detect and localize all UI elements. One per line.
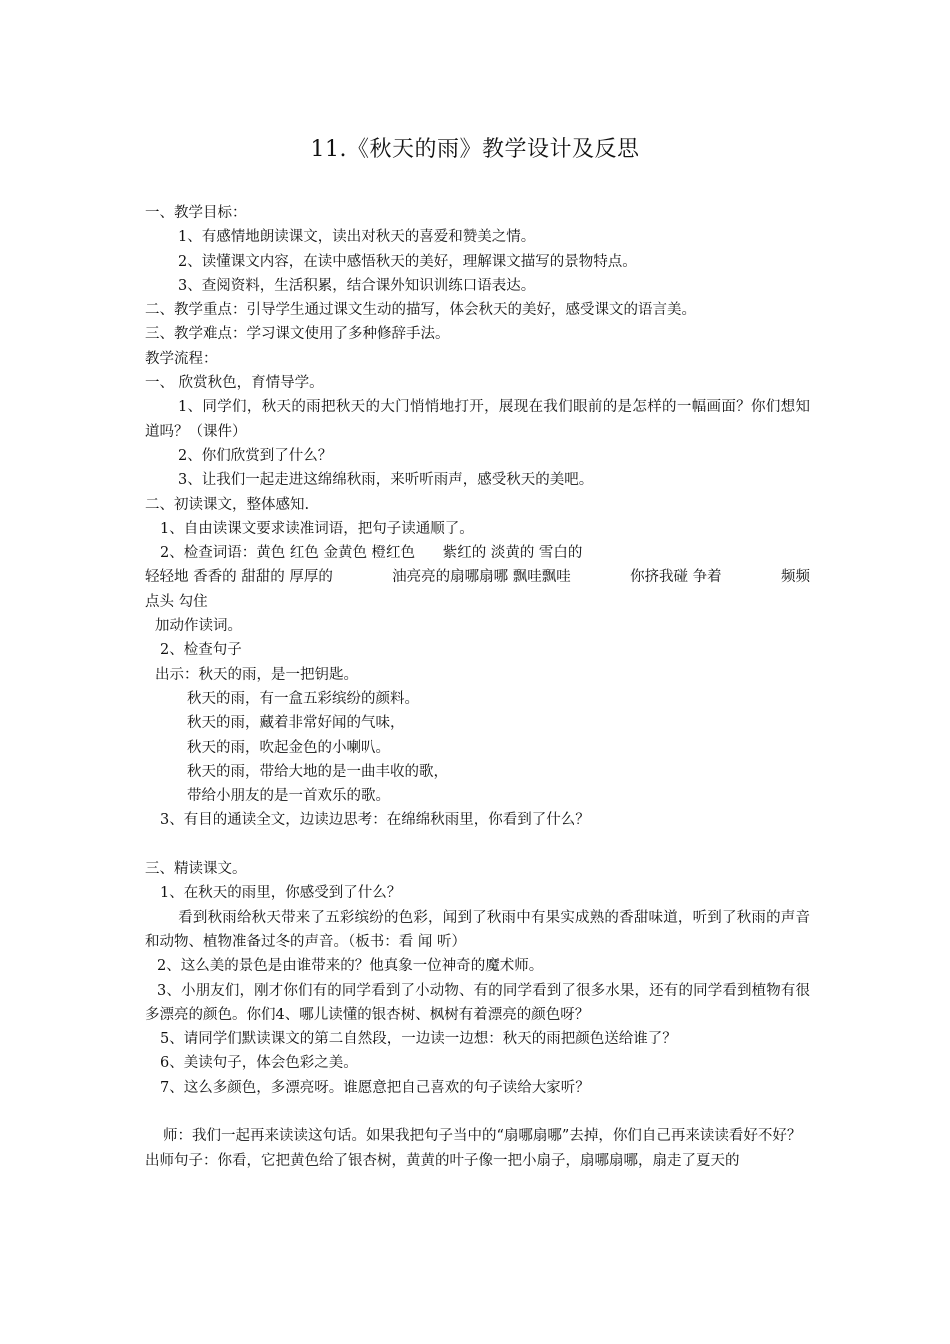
paragraph-text: 看到秋雨给秋天带来了五彩缤纷的色彩，闻到了秋雨中有果实成熟的香甜味道，听到了秋雨的声音和动物、植物准备过冬的声音。（板书：看 闻 听） (145, 909, 810, 950)
paragraph (145, 979, 810, 1028)
document-body (145, 201, 810, 1173)
paragraph: 2、检查词语：黄色 红色 金黄色 橙红色 紫红的 淡黄的 雪白的 (160, 545, 583, 562)
section-heading: 二、初读课文，整体感知. (145, 496, 310, 513)
paragraph (145, 1124, 810, 1148)
section-heading: 一、教学目标： (145, 205, 247, 221)
paragraph: 出示：秋天的雨，是一把钥匙。 (155, 666, 358, 683)
poem-line: 秋天的雨，吹起金色的小喇叭。 (187, 739, 390, 756)
paragraph: 2、这么美的景色是由谁带来的？他真象一位神奇的魔术师。 (157, 958, 544, 975)
paragraph: 1、自由读课文要求读准词语，把句子读通顺了。 (160, 520, 474, 537)
section-heading: 三、精读课文。 (145, 861, 247, 878)
section-heading: 一、 欣赏秋色，育情导学。 (145, 375, 324, 392)
blank-line (145, 833, 810, 857)
document-title: 11.《秋天的雨》教学设计及反思 (310, 137, 640, 162)
paragraph: 7、这么多颜色，多漂亮呀。谁愿意把自己喜欢的句子读给大家听？ (160, 1079, 590, 1096)
word-list-row (145, 565, 810, 589)
word-group: 油亮亮的扇哪扇哪 飘哇飘哇 (392, 569, 571, 586)
paragraph: 6、美读句子，体会色彩之美。 (160, 1055, 358, 1072)
paragraph: 2、检查句子 (160, 642, 242, 659)
section-heading: 二、教学重点：引导学生通过课文生动的描写，体会秋天的美好，感受课文的语言美。 (145, 302, 696, 319)
paragraph: 出师句子：你看，它把黄色给了银杏树，黄黄的叶子像一把小扇子，扇哪扇哪，扇走了夏天的 (145, 1152, 740, 1169)
paragraph: 3、有目的通读全文，边读边思考：在绵绵秋雨里，你看到了什么？ (160, 812, 590, 829)
paragraph: 3、让我们一起走进这绵绵秋雨，来听听雨声，感受秋天的美吧。 (178, 472, 594, 489)
paragraph: 5、请同学们默读课文的第二自然段，一边读一边想：秋天的雨把颜色送给谁了？ (160, 1031, 677, 1048)
paragraph: 1、有感情地朗读课文，读出对秋天的喜爱和赞美之情。 (178, 229, 536, 246)
poem-line: 秋天的雨，有一盒五彩缤纷的颜料。 (187, 690, 419, 707)
paragraph-text: 3、小朋友们，刚才你们有的同学看到了小动物、有的同学看到了很多水果，还有的同学看到植物有很多漂亮的颜色。你们4、哪儿读懂的银杏树、枫树有着漂亮的颜色呀？ (145, 982, 810, 1023)
paragraph-text: 师：我们一起再来读读这句话。如果我把句子当中的“扇哪扇哪”去掉，你们自己再来读读看好不好？ (163, 1128, 802, 1145)
word-group: 你挤我碰 争着 (630, 569, 722, 586)
word-group: 轻轻地 香香的 甜甜的 厚厚的 (145, 569, 333, 586)
paragraph: 2、你们欣赏到了什么？ (178, 447, 333, 464)
paragraph: 加动作读词。 (155, 618, 242, 635)
word-list-row-end: 点头 勾住 (145, 593, 208, 610)
section-heading: 三、教学难点：学习课文使用了多种修辞手法。 (145, 326, 450, 343)
paragraph: 2、读懂课文内容，在读中感悟秋天的美好，理解课文描写的景物特点。 (178, 253, 637, 270)
poem-line: 秋天的雨，藏着非常好闻的气味， (187, 715, 405, 732)
section-heading: 教学流程： (145, 350, 218, 367)
paragraph: 3、查阅资料，生活积累，结合课外知识训练口语表达。 (178, 277, 536, 294)
paragraph (145, 906, 810, 955)
blank-line (145, 1100, 810, 1124)
paragraph (145, 395, 810, 444)
word-group: 频频 (780, 569, 810, 586)
paragraph-text: 1、同学们，秋天的雨把秋天的大门悄悄地打开，展现在我们眼前的是怎样的一幅画面？你们想知道吗？（课件） (145, 399, 810, 440)
paragraph: 1、在秋天的雨里，你感受到了什么？ (160, 885, 402, 902)
poem-line: 秋天的雨，带给大地的是一曲丰收的歌， (187, 763, 448, 780)
poem-line: 带给小朋友的是一首欢乐的歌。 (187, 788, 390, 805)
